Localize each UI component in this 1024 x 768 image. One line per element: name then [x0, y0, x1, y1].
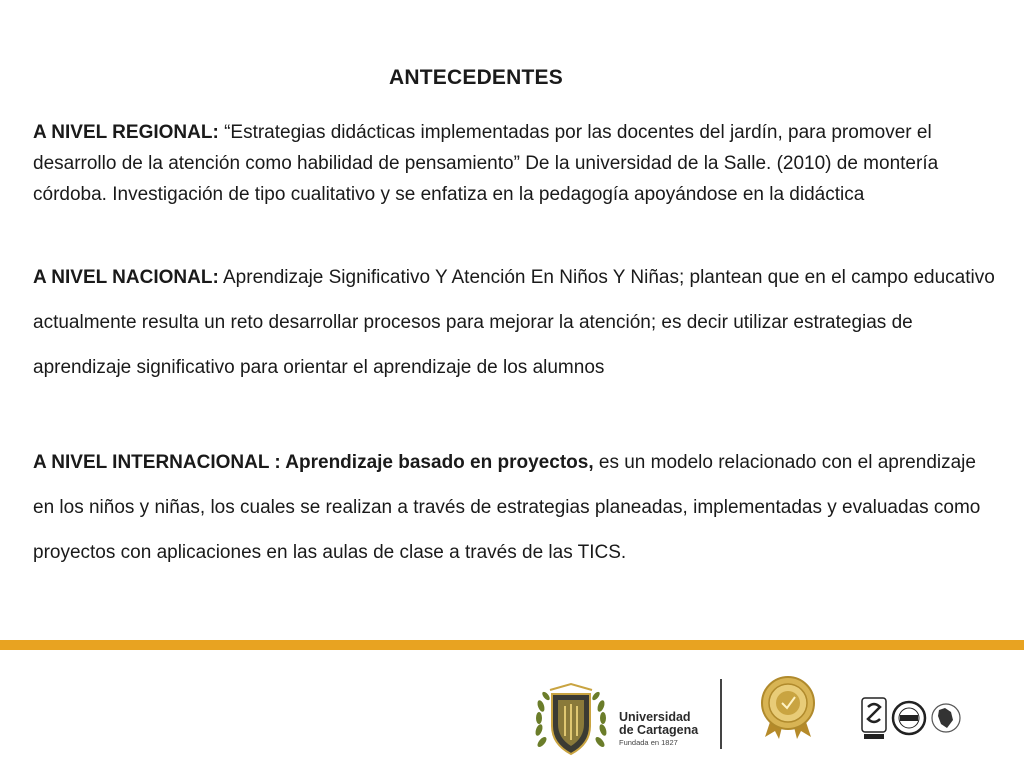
- international-paragraph: [33, 440, 998, 575]
- university-name: [619, 711, 719, 747]
- regional-paragraph: [33, 117, 998, 210]
- international-text: es un modelo relacionado con el aprendizaje en los niños y niñas, los cuales se realizan a través de estrategias planeadas, implementadas y evaluadas como proyectos con aplicaciones en las aulas de clase a través de las TICS.: [33, 452, 981, 563]
- iso-certification-icon: [861, 697, 887, 741]
- university-name-line2: de Cartagena: [619, 723, 699, 737]
- accent-bar: [0, 640, 1024, 650]
- regional-text: “Estrategias didácticas implementadas por las docentes del jardín, para promover el desarrollo de la atención como habilidad de pensamiento” De la universidad de la Salle. (2010) de montería córdoba. Investigación de tipo cualitativo y se enfatiza en la pedagogía apoyándose en la didáctica: [33, 122, 939, 205]
- university-name-line1: Universidad: [619, 710, 691, 724]
- iqnet-icon: [891, 700, 927, 736]
- international-label: A NIVEL INTERNACIONAL : Aprendizaje basado en proyectos,: [33, 452, 594, 473]
- national-label: A NIVEL NACIONAL:: [33, 267, 219, 288]
- university-crest-icon: [532, 680, 610, 762]
- accreditation-seal-icon: [757, 675, 819, 740]
- page-title: ANTECEDENTES: [389, 66, 563, 89]
- national-text: Aprendizaje Significativo Y Atención En Niños Y Niñas; plantean que en el campo educativo actualmente resulta un reto desarrollar procesos para mejorar la atención; es decir utilizar estrategias de aprendizaje significativo para orientar el aprendizaje de los alumnos: [33, 267, 995, 378]
- university-founded: Fundada en 1827: [619, 738, 678, 747]
- colombia-certification-icon: [929, 702, 963, 734]
- footer-divider: [720, 679, 722, 749]
- regional-label: A NIVEL REGIONAL:: [33, 122, 219, 143]
- national-paragraph: [33, 255, 998, 390]
